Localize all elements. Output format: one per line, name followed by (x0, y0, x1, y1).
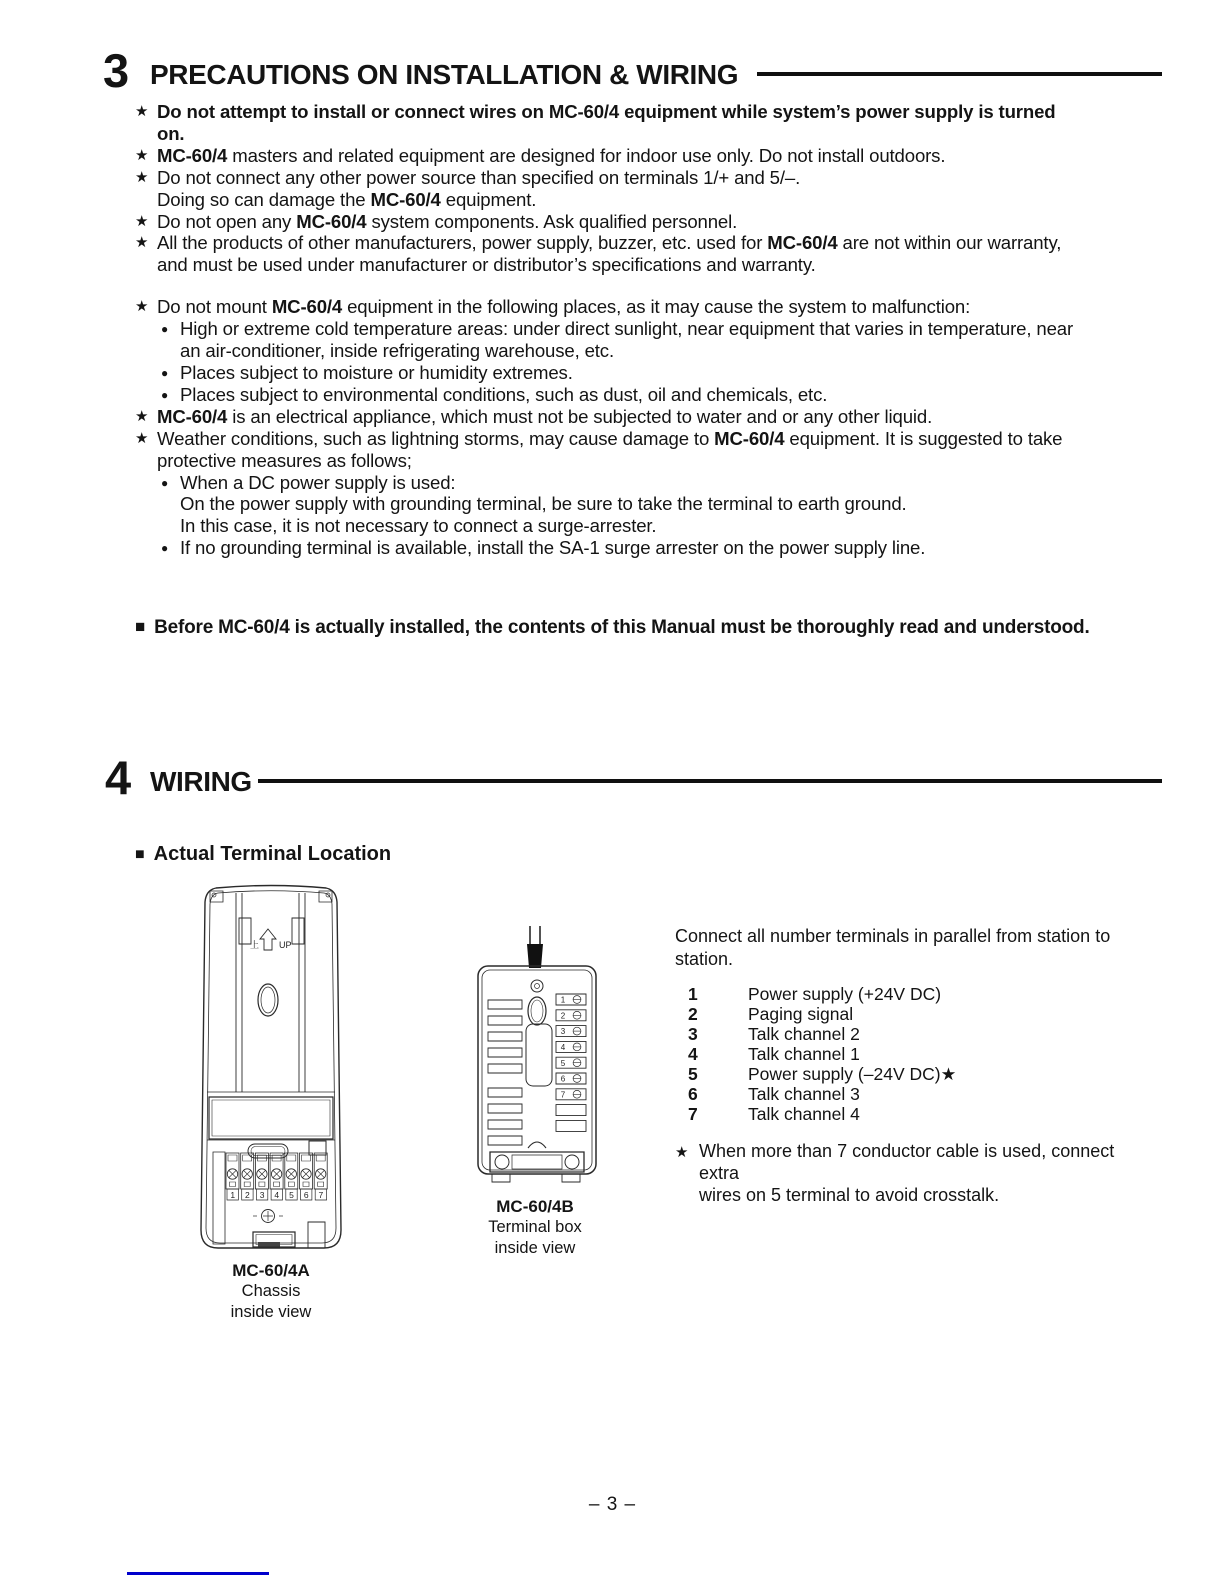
box-slot-digit: 3 (560, 1027, 566, 1037)
precaution-line: ★ Do not attempt to install or connect wires on MC-60/4 equipment while system’s power supply is turned (135, 101, 1056, 122)
wiring-description (675, 925, 1145, 1206)
description-line: station. (675, 948, 734, 969)
terminal-label: Power supply (+24V DC) (748, 984, 942, 1004)
dot-bullet-icon: ● (161, 322, 169, 337)
terminal-box-diagram (468, 926, 603, 1188)
precaution-line: On the power supply with grounding terminal, be sure to take the terminal to earth ground. (180, 493, 907, 515)
terminal-row (688, 1064, 1145, 1084)
terminal-number: 3 (688, 1024, 698, 1044)
terminal-label: Talk channel 4 (748, 1104, 860, 1124)
box-top-holes (528, 980, 546, 1025)
chassis-terminal-digit: 3 (259, 1189, 265, 1200)
box-slot-digit: 7 (560, 1090, 566, 1100)
precaution-line: Doing so can damage the MC-60/4 equipment. (157, 188, 537, 210)
precaution-line: ● Places subject to environmental conditions, such as dust, oil and chemicals, etc. (161, 383, 828, 405)
star-bullet-icon: ★ (135, 429, 149, 447)
svg-text:UP: UP (279, 940, 292, 950)
chassis-diagram (196, 882, 346, 1254)
chassis-caption: MC-60/4A Chassis inside view (193, 1260, 349, 1323)
chassis-terminal-digit: 6 (303, 1189, 309, 1200)
precautions-list (135, 101, 1175, 559)
box-slot-digit: 5 (560, 1058, 566, 1068)
precaution-line: ★ MC-60/4 is an electrical appliance, which must not be subjected to water and or any other liquid. (135, 405, 933, 427)
terminal-number: 1 (688, 984, 698, 1004)
precaution-line: ● When a DC power supply is used: (161, 471, 456, 493)
description-line: Connect all number terminals in parallel from station to (675, 926, 1111, 946)
terminal-row (688, 984, 1145, 1004)
star-bullet-icon: ★ (675, 1144, 689, 1161)
box-slot-digit: 6 (560, 1074, 566, 1084)
precaution-line: ★ Do not mount MC-60/4 equipment in the following places, as it may cause the system to malfunction: (135, 296, 971, 318)
crosstalk-note: ★ When more than 7 conductor cable is used, connect extra wires on 5 terminal to avoid crosstalk. (675, 1141, 1115, 1205)
precaution-line: ★ Weather conditions, such as lightning storms, may cause damage to MC-60/4 equipment. It is suggested to take (135, 427, 1063, 449)
box-bottom (490, 1142, 584, 1182)
dot-bullet-icon: ● (161, 475, 169, 490)
star-bullet-icon: ★ (135, 298, 149, 316)
dot-bullet-icon: ● (161, 541, 169, 556)
chassis-terminal-strip (226, 1153, 327, 1200)
terminal-number: 6 (688, 1084, 698, 1104)
chassis-terminal-digit: 1 (230, 1189, 236, 1200)
manual-note (135, 617, 1090, 639)
terminal-number: 7 (688, 1104, 698, 1124)
section3-rule (757, 72, 1162, 76)
svg-text:上: 上 (250, 940, 260, 950)
square-marker-icon: ■ (135, 617, 146, 636)
left-slot-comb (488, 1000, 522, 1145)
terminal-row (688, 1024, 1145, 1044)
center-window (526, 1024, 552, 1086)
precaution-line: ● Places subject to moisture or humidity extremes. (161, 361, 573, 383)
star-bullet-icon: ★ (135, 234, 149, 252)
subheading-actual-terminal-location: ■ Actual Terminal Location (135, 843, 392, 865)
star-bullet-icon: ★ (135, 146, 149, 164)
star-bullet-icon: ★ (135, 212, 149, 230)
chassis-model-label: MC-60/4A (232, 1261, 310, 1280)
precaution-line: on. (157, 122, 185, 144)
precaution-line: ★ Do not connect any other power source than specified on terminals 1/+ and 5/–. (135, 166, 801, 188)
terminal-label: Talk channel 2 (748, 1024, 860, 1044)
star-bullet-icon: ★ (135, 407, 149, 425)
precaution-line: In this case, it is not necessary to connect a surge-arrester. (180, 515, 657, 537)
precaution-line: an air-conditioner, inside refrigerating warehouse, etc. (180, 340, 614, 362)
chassis-terminal-digit: 2 (245, 1189, 250, 1200)
precaution-line: ● High or extreme cold temperature areas: under direct sunlight, near equipment that varies in temperature, near (161, 318, 1074, 340)
star-bullet-icon: ★ (135, 168, 149, 186)
dot-bullet-icon: ● (161, 365, 169, 380)
numbered-terminal-slots (556, 994, 586, 1131)
star-bullet-icon: ★ (135, 103, 149, 120)
terminal-number: 5 (688, 1064, 698, 1084)
section4-title: WIRING (150, 766, 252, 797)
section4-number: 4 (105, 751, 131, 804)
terminal-row (688, 1004, 1145, 1024)
precaution-line: ★ Do not open any MC-60/4 system components. Ask qualified personnel. (135, 210, 738, 232)
box-slot-digit: 2 (560, 1011, 566, 1021)
chassis-oval-hole (258, 984, 278, 1016)
chassis-rails (236, 893, 305, 1092)
precaution-line: ★ MC-60/4 masters and related equipment are designed for indoor use only. Do not install outdoors. (135, 144, 946, 166)
chassis-terminal-digit: 4 (274, 1189, 280, 1200)
precaution-line: ● If no grounding terminal is available, install the SA-1 surge arrester on the power supply line. (161, 537, 926, 559)
terminal-row (688, 1104, 1145, 1124)
box-slot-digit: 1 (560, 995, 566, 1005)
manual-note-text: Before MC-60/4 is actually installed, the contents of this Manual must be thoroughly read and understood. (154, 617, 1090, 638)
terminal-number: 2 (688, 1004, 698, 1024)
terminal-label: Talk channel 3 (748, 1084, 860, 1104)
terminal-box-caption: MC-60/4B Terminal box inside view (455, 1196, 615, 1259)
terminal-row (688, 1084, 1145, 1104)
terminal-number: 4 (688, 1044, 698, 1064)
precaution-line: and must be used under manufacturer or distributor’s specifications and warranty. (157, 254, 816, 276)
precaution-line: ★ All the products of other manufacturers, power supply, buzzer, etc. used for MC-60/4 are not within our warranty, (135, 232, 1062, 254)
footer-link-underline[interactable] (127, 1572, 269, 1575)
scan-artifact (0, 1578, 12, 1585)
terminal-label: Talk channel 1 (748, 1044, 860, 1064)
terminal-box-model-label: MC-60/4B (496, 1197, 574, 1216)
square-marker-icon: ■ (135, 846, 145, 863)
section4-rule (258, 779, 1162, 783)
page-number: – 3 – (588, 1494, 637, 1515)
box-slot-digit: 4 (560, 1043, 566, 1052)
chassis-terminal-digit: 5 (289, 1189, 294, 1200)
chassis-terminal-digit: 7 (318, 1189, 324, 1200)
section3-title: PRECAUTIONS ON INSTALLATION & WIRING (150, 59, 739, 90)
terminal-label: Power supply (–24V DC)★ (748, 1064, 957, 1084)
up-arrow-icon (250, 929, 292, 950)
spacer (135, 276, 1175, 296)
dot-bullet-icon: ● (161, 387, 169, 402)
section3-number: 3 (103, 44, 129, 97)
terminal-row (688, 1044, 1145, 1064)
terminal-label: Paging signal (748, 1004, 854, 1024)
cable (527, 926, 543, 968)
precaution-line: protective measures as follows; (157, 449, 412, 471)
terminal-list (688, 984, 1145, 1124)
